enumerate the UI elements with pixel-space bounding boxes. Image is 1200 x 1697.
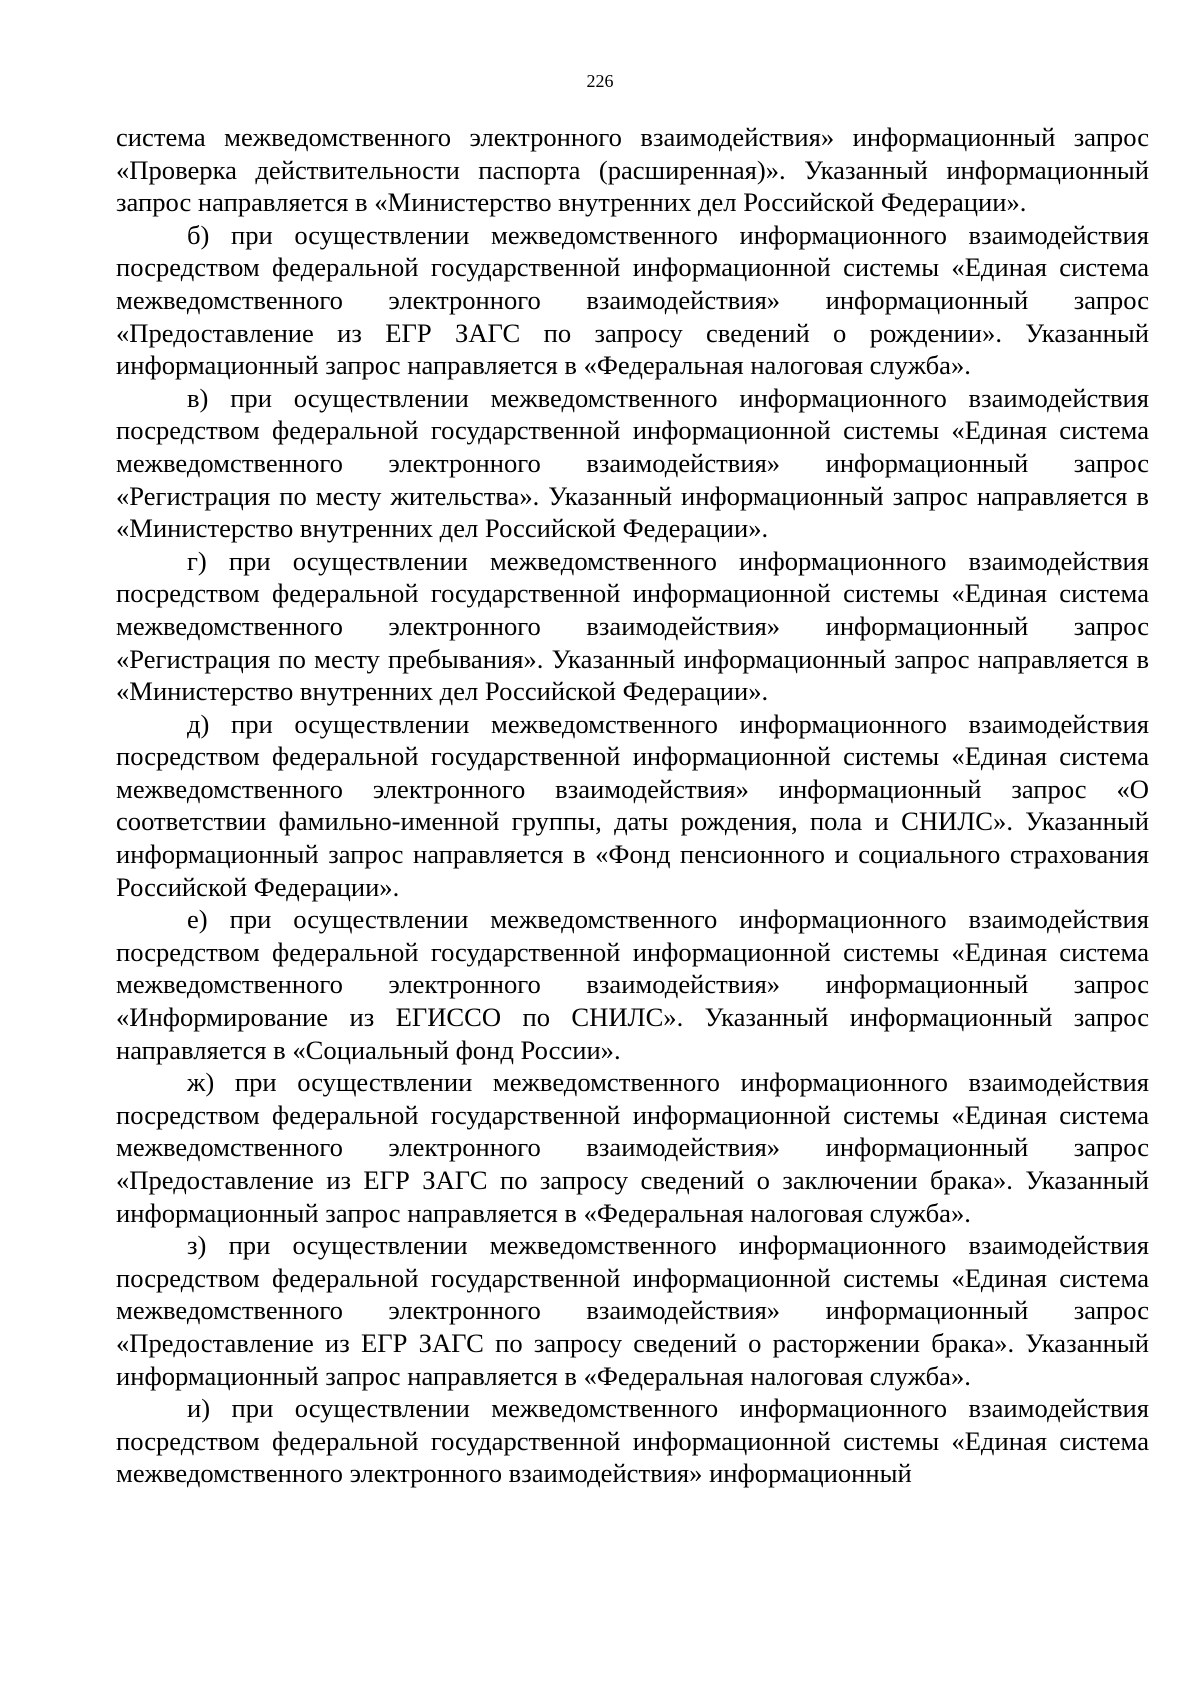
paragraph-item-v: в) при осуществлении межведомственного информационного взаимодействия посредством федеральной государственной информационной системы «Единая система межведомственного электронного взаимодействия» информационный запрос «Регистрация по месту жительства». Указанный информационный запрос направляется в «Министерство внутренних дел Российской Федерации». <box>116 382 1149 544</box>
paragraph-item-d: д) при осуществлении межведомственного информационного взаимодействия посредством федеральной государственной информационной системы «Единая система межведомственного электронного взаимодействия» информационный запрос «О соответствии фамильно-именной группы, даты рождения, пола и СНИЛС». Указанный информационный запрос направляется в «Фонд пенсионного и социального страхования Российской Федерации». <box>116 708 1149 902</box>
paragraph-item-e: е) при осуществлении межведомственного информационного взаимодействия посредством федеральной государственной информационной системы «Единая система межведомственного электронного взаимодействия» информационный запрос «Информирование из ЕГИССО по СНИЛС». Указанный информационный запрос направляется в «Социальный фонд России». <box>116 904 1149 1065</box>
paragraph-item-b: б) при осуществлении межведомственного информационного взаимодействия посредством федеральной государственной информационной системы «Единая система межведомственного электронного взаимодействия» информационный запрос «Предоставление из ЕГР ЗАГС по запросу сведений о рождении». Указанный информационный запрос направляется в «Федеральная налоговая служба». <box>116 219 1149 381</box>
paragraph-item-z: з) при осуществлении межведомственного информационного взаимодействия посредством федеральной государственной информационной системы «Единая система межведомственного электронного взаимодействия» информационный запрос «Предоставление из ЕГР ЗАГС по запросу сведений о расторжении брака». Указанный информационный запрос направляется в «Федеральная налоговая служба». <box>116 1230 1149 1391</box>
paragraph-item-zh: ж) при осуществлении межведомственного информационного взаимодействия посредством федеральной государственной информационной системы «Единая система межведомственного электронного взаимодействия» информационный запрос «Предоставление из ЕГР ЗАГС по запросу сведений о заключении брака». Указанный информационный запрос направляется в «Федеральная налоговая служба». <box>116 1067 1149 1228</box>
paragraph-item-g: г) при осуществлении межведомственного информационного взаимодействия посредством федеральной государственной информационной системы «Единая система межведомственного электронного взаимодействия» информационный запрос «Регистрация по месту пребывания». Указанный информационный запрос направляется в «Министерство внутренних дел Российской Федерации». <box>116 545 1149 707</box>
page-number: 226 <box>586 71 614 91</box>
document-body <box>116 121 1149 1490</box>
paragraph-item-i: и) при осуществлении межведомственного информационного взаимодействия посредством федеральной государственной информационной системы «Единая система межведомственного электронного взаимодействия» информационный <box>116 1393 1149 1489</box>
paragraph-continuation: система межведомственного электронного взаимодействия» информационный запрос «Проверка действительности паспорта (расширенная)». Указанный информационный запрос направляется в «Министерство внутренних дел Российской Федерации». <box>116 122 1149 218</box>
